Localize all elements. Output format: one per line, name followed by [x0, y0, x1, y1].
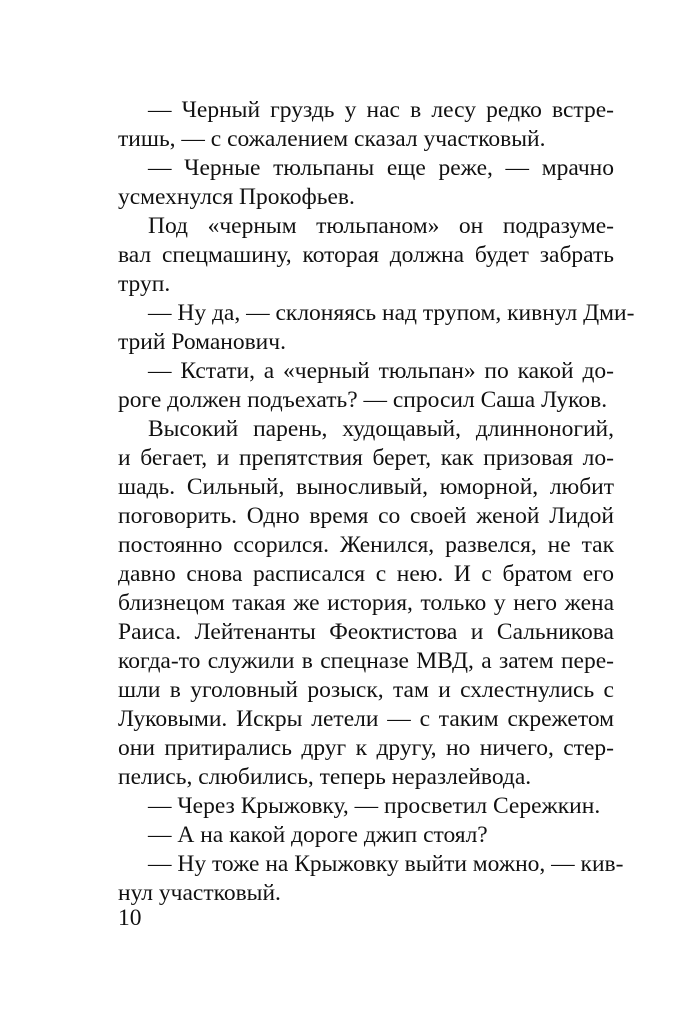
text-line: Высокий парень, худощавый, длинноногий,	[148, 416, 614, 442]
paragraph	[118, 357, 614, 415]
paragraph	[118, 212, 614, 299]
paragraph	[118, 154, 614, 212]
text-line: труп.	[118, 271, 171, 297]
text-line: роге должен подъехать? — спросил Саша Луков.	[118, 387, 608, 413]
text-line: пелись, слюбились, теперь неразлейвода.	[118, 764, 532, 790]
text-line: давно снова расписался с нею. И с братом его	[118, 561, 614, 587]
text-line: они притирались друг к другу, но ничего, стер-	[118, 735, 614, 761]
paragraph	[118, 415, 614, 792]
text-line: — Через Крыжовку, — просветил Сережкин.	[148, 793, 601, 819]
text-line: трий Романович.	[118, 329, 286, 355]
text-line: — Черные тюльпаны еще реже, — мрачно	[148, 155, 614, 181]
text-line: близнецом такая же история, только у него жена	[118, 590, 614, 616]
paragraph	[118, 96, 614, 154]
text-line: и бегает, и препятствия берет, как призовая ло-	[118, 445, 614, 471]
text-line: вал спецмашину, которая должна будет забрать	[118, 242, 614, 268]
text-line: шли в уголовный розыск, там и схлестнулись с	[118, 677, 614, 703]
paragraph	[118, 821, 614, 850]
text-line: — А на какой дороге джип стоял?	[148, 822, 488, 848]
text-line: когда-то служили в спецназе МВД, а затем пере-	[118, 648, 614, 674]
text-line: поговорить. Одно время со своей женой Лидой	[118, 503, 614, 529]
text-line: нул участковый.	[118, 880, 281, 906]
text-line: — Кстати, а «черный тюльпан» по какой до-	[148, 358, 614, 384]
text-line: — Ну тоже на Крыжовку выйти можно, — кив-	[148, 851, 624, 877]
paragraph	[118, 850, 624, 908]
page-body	[118, 96, 635, 908]
text-line: тишь, — с сожалением сказал участковый.	[118, 126, 546, 152]
paragraph	[118, 792, 614, 821]
text-line: Под «черным тюльпаном» он подразуме-	[148, 213, 614, 239]
text-line: — Черный груздь у нас в лесу редко встре-	[148, 97, 614, 123]
text-line: Луковыми. Искры летели — с таким скрежетом	[118, 706, 614, 732]
text-line: шадь. Сильный, выносливый, юморной, любит	[118, 474, 614, 500]
text-line: Раиса. Лейтенанты Феоктистова и Сальникова	[118, 619, 614, 645]
text-line: постоянно ссорился. Женился, развелся, не так	[118, 532, 614, 558]
paragraph	[118, 299, 635, 357]
page-number: 10	[118, 905, 142, 931]
text-line: — Ну да, — склоняясь над трупом, кивнул Дми-	[148, 300, 635, 326]
text-line: усмехнулся Прокофьев.	[118, 184, 355, 210]
